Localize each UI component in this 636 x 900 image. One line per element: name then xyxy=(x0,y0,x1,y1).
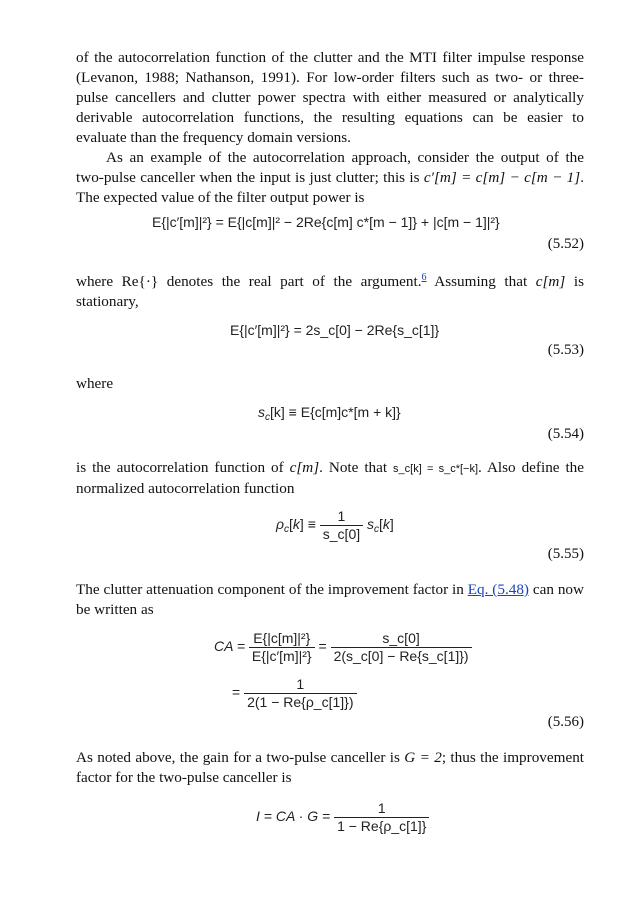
equation-number-5-55: (5.55) xyxy=(547,546,584,562)
equation-5-54-rhs: [k] ≡ E{c[m]c*[m + k]} xyxy=(270,404,401,420)
paragraph-intro: of the autocorrelation function of the clutter and the MTI filter impulse response (Levanon, 1988; Nathanson, 1991). For low-order filters such as two- or three-pulse cancellers and clutter power spectra with either measured or analytically derivable autocorrelation functions, the resulting equations can be easier to evaluate than the frequency domain versions. xyxy=(76,49,584,146)
variable-c-m-2: c[m] xyxy=(289,459,320,476)
equation-5-55-fraction xyxy=(320,508,363,543)
equation-5-54: $s_c[k] \equiv E\{c[m]c*[m + k]\}$ xyxy=(258,404,401,423)
variable-c-m: c[m] xyxy=(535,273,566,290)
equation-5-56-line1: CA = $\frac{\text{E\{|c[m]|²\}}}{\text{E\{|c′[m]|²\}}}$ = $\frac{s\_c[0]}{2(s\_c[0] - Re\{s\_c[1]\})}$ xyxy=(214,630,472,665)
equation-5-52 xyxy=(152,214,500,230)
paragraph-stationary-text-b: Assuming that xyxy=(426,273,536,290)
equation-5-55: $\rho_c[k]$ ≡ $\frac{1}{s\_c[0]}$ $s_c[k]$ xyxy=(276,508,394,542)
symmetry-note: s_c[k] = s_c*[−k] xyxy=(393,463,479,475)
equation-5-56-fraction-3 xyxy=(244,676,356,711)
paragraph-example-text-a: As an example of the autocorrelation approach, consider the output of the two-pulse canceller when the input is just clutter; this is xyxy=(76,149,584,186)
paragraph-example xyxy=(76,148,584,208)
equation-5-53 xyxy=(230,322,439,338)
paragraph-autocorrelation-text-b: . Note that xyxy=(319,459,394,476)
equation-number-5-56: (5.56) xyxy=(547,714,584,730)
paragraph-improvement-factor xyxy=(76,748,584,788)
paragraph-stationary-text-a: where Re{·} denotes the real part of the argument. xyxy=(76,273,422,290)
equation-improvement-factor xyxy=(256,800,429,835)
equation-improvement-factor-den: 1 − Re{ρ_c[1]} xyxy=(337,818,427,834)
equation-5-54-lhs: s xyxy=(258,404,265,420)
equation-5-55-denominator: s_c[0] xyxy=(322,526,361,542)
paragraph-clutter-attenuation xyxy=(76,580,584,620)
equation-5-56-fraction-1-den: E{|c′[m]|²} xyxy=(251,648,312,664)
filter-output-expression: c′[m] = c[m] − c[m − 1] xyxy=(423,169,581,186)
paragraph-improvement-factor-text-a: As noted above, the gain for a two-pulse canceller is xyxy=(76,749,405,766)
footnote-link[interactable]: 6 xyxy=(421,272,427,283)
paragraph-example-text-b: . The expected value of the filter output power is xyxy=(76,169,584,206)
paragraph-stationary xyxy=(76,268,584,312)
equation-5-56-fraction-2-den: 2(s_c[0] − Re{s_c[1]}) xyxy=(333,648,469,664)
equation-improvement-factor-lhs: I = CA · G = xyxy=(256,808,331,825)
equation-5-55-lhs: ρ xyxy=(276,516,285,533)
equation-improvement-factor-fraction xyxy=(334,800,429,835)
gain-value: G = 2 xyxy=(404,749,442,766)
paragraph-autocorrelation-text-c: . Also define the normalized autocorrelation function xyxy=(76,459,585,497)
paragraph-clutter-attenuation-text-b: can now be written as xyxy=(76,581,584,618)
equation-5-56-ca: CA = xyxy=(214,638,245,655)
equation-5-56-fraction-2 xyxy=(331,630,472,665)
paragraph-clutter-attenuation-text-a: The clutter attenuation component of the improvement factor in xyxy=(76,581,468,598)
equation-5-56-fraction-2-num: s_c[0] xyxy=(331,630,472,648)
equation-number-5-53: (5.53) xyxy=(547,342,584,358)
equation-5-56-line2: = $\frac{1}{2(1 - Re\{\rho\_c[1]\})}$ xyxy=(232,676,357,711)
equation-5-55-numerator: 1 xyxy=(320,508,363,526)
equation-number-5-54: (5.54) xyxy=(547,426,584,442)
paragraph-autocorrelation-text-a: is the autocorrelation function of xyxy=(76,459,290,476)
equation-5-48-link[interactable]: Eq. (5.48) xyxy=(467,581,529,598)
equation-5-56-fraction-1-num: E{|c[m]|²} xyxy=(249,630,315,648)
paragraph-stationary-text-c: is stationary, xyxy=(76,273,584,310)
equation-5-56-fraction-3-num: 1 xyxy=(244,676,356,694)
equation-5-56-fraction-3-den: 2(1 − Re{ρ_c[1]}) xyxy=(247,694,354,710)
equation-improvement-factor-num: 1 xyxy=(334,800,429,818)
equation-5-53-expr: E{|c′[m]|²} = 2s_c[0] − 2Re{s_c[1]} xyxy=(230,322,440,338)
equation-number-5-52: (5.52) xyxy=(547,236,584,252)
paragraph-autocorrelation xyxy=(76,458,584,499)
paragraph-where: where xyxy=(76,375,114,392)
paragraph-improvement-factor-text-b: ; thus the improvement factor for the two-pulse canceller is xyxy=(76,749,585,786)
equation-5-52-expr: E{|c′[m]|²} = E{|c[m]|² − 2Re{c[m] c*[m − 1]} + |c[m − 1]|²} xyxy=(152,214,500,230)
equation-5-56-fraction-1 xyxy=(249,630,315,665)
